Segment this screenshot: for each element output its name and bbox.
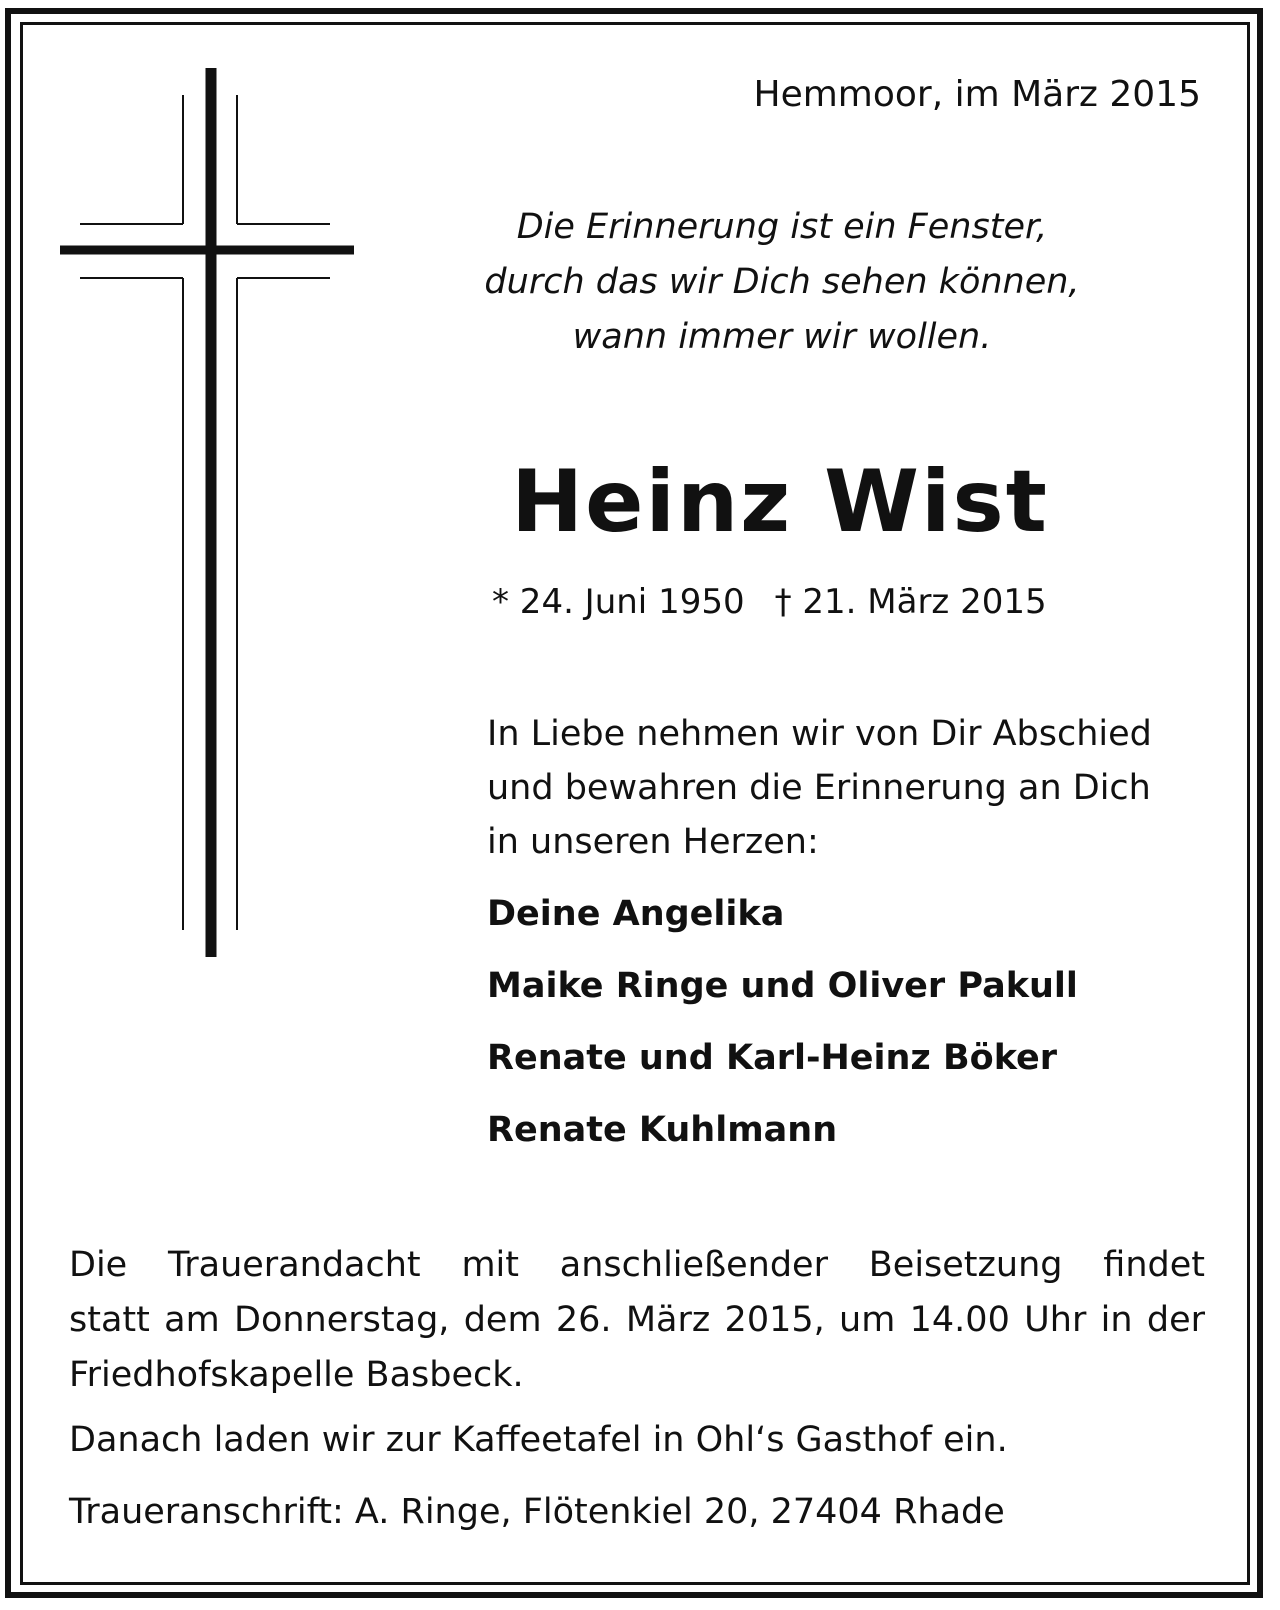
motto-line: Die Erinnerung ist ein Fenster, [516, 207, 1048, 247]
birth-date: * 24. Juni 1950 [492, 582, 745, 622]
motto-line: wann immer wir wollen. [572, 317, 992, 357]
service-line: Friedhofskapelle Basbeck. [69, 1355, 524, 1395]
mourner-name: Renate und Karl-Heinz Böker [487, 1038, 1058, 1078]
mourner-name: Renate Kuhlmann [487, 1110, 838, 1150]
farewell-text [487, 707, 1152, 869]
mourner-name: Deine Angelika [487, 894, 785, 934]
farewell-line: in unseren Herzen: [487, 822, 819, 862]
service-info [69, 1238, 1205, 1403]
mourners-list [487, 894, 1078, 1185]
service-line: Die Trauerandacht mit anschließender Beisetzung findet [69, 1245, 1205, 1285]
deceased-name: Heinz Wist [511, 452, 1049, 552]
farewell-line: In Liebe nehmen wir von Dir Abschied [487, 714, 1152, 754]
farewell-line: und bewahren die Erinnerung an Dich [487, 768, 1151, 808]
mourner-name: Maike Ringe und Oliver Pakull [487, 966, 1078, 1006]
service-line: statt am Donnerstag, dem 26. März 2015, um 14.00 Uhr in der [69, 1300, 1205, 1340]
motto-line: durch das wir Dich sehen können, [484, 262, 1080, 302]
life-dates [492, 582, 1047, 622]
reception-info: Danach laden wir zur Kaffeetafel in Ohl‘s Gasthof ein. [69, 1420, 1008, 1460]
death-date: † 21. März 2015 [774, 582, 1047, 622]
mourning-address: Traueranschrift: A. Ringe, Flötenkiel 20, 27404 Rhade [69, 1492, 1005, 1532]
place-date: Hemmoor, im März 2015 [753, 74, 1201, 115]
motto-quote [462, 200, 1102, 365]
